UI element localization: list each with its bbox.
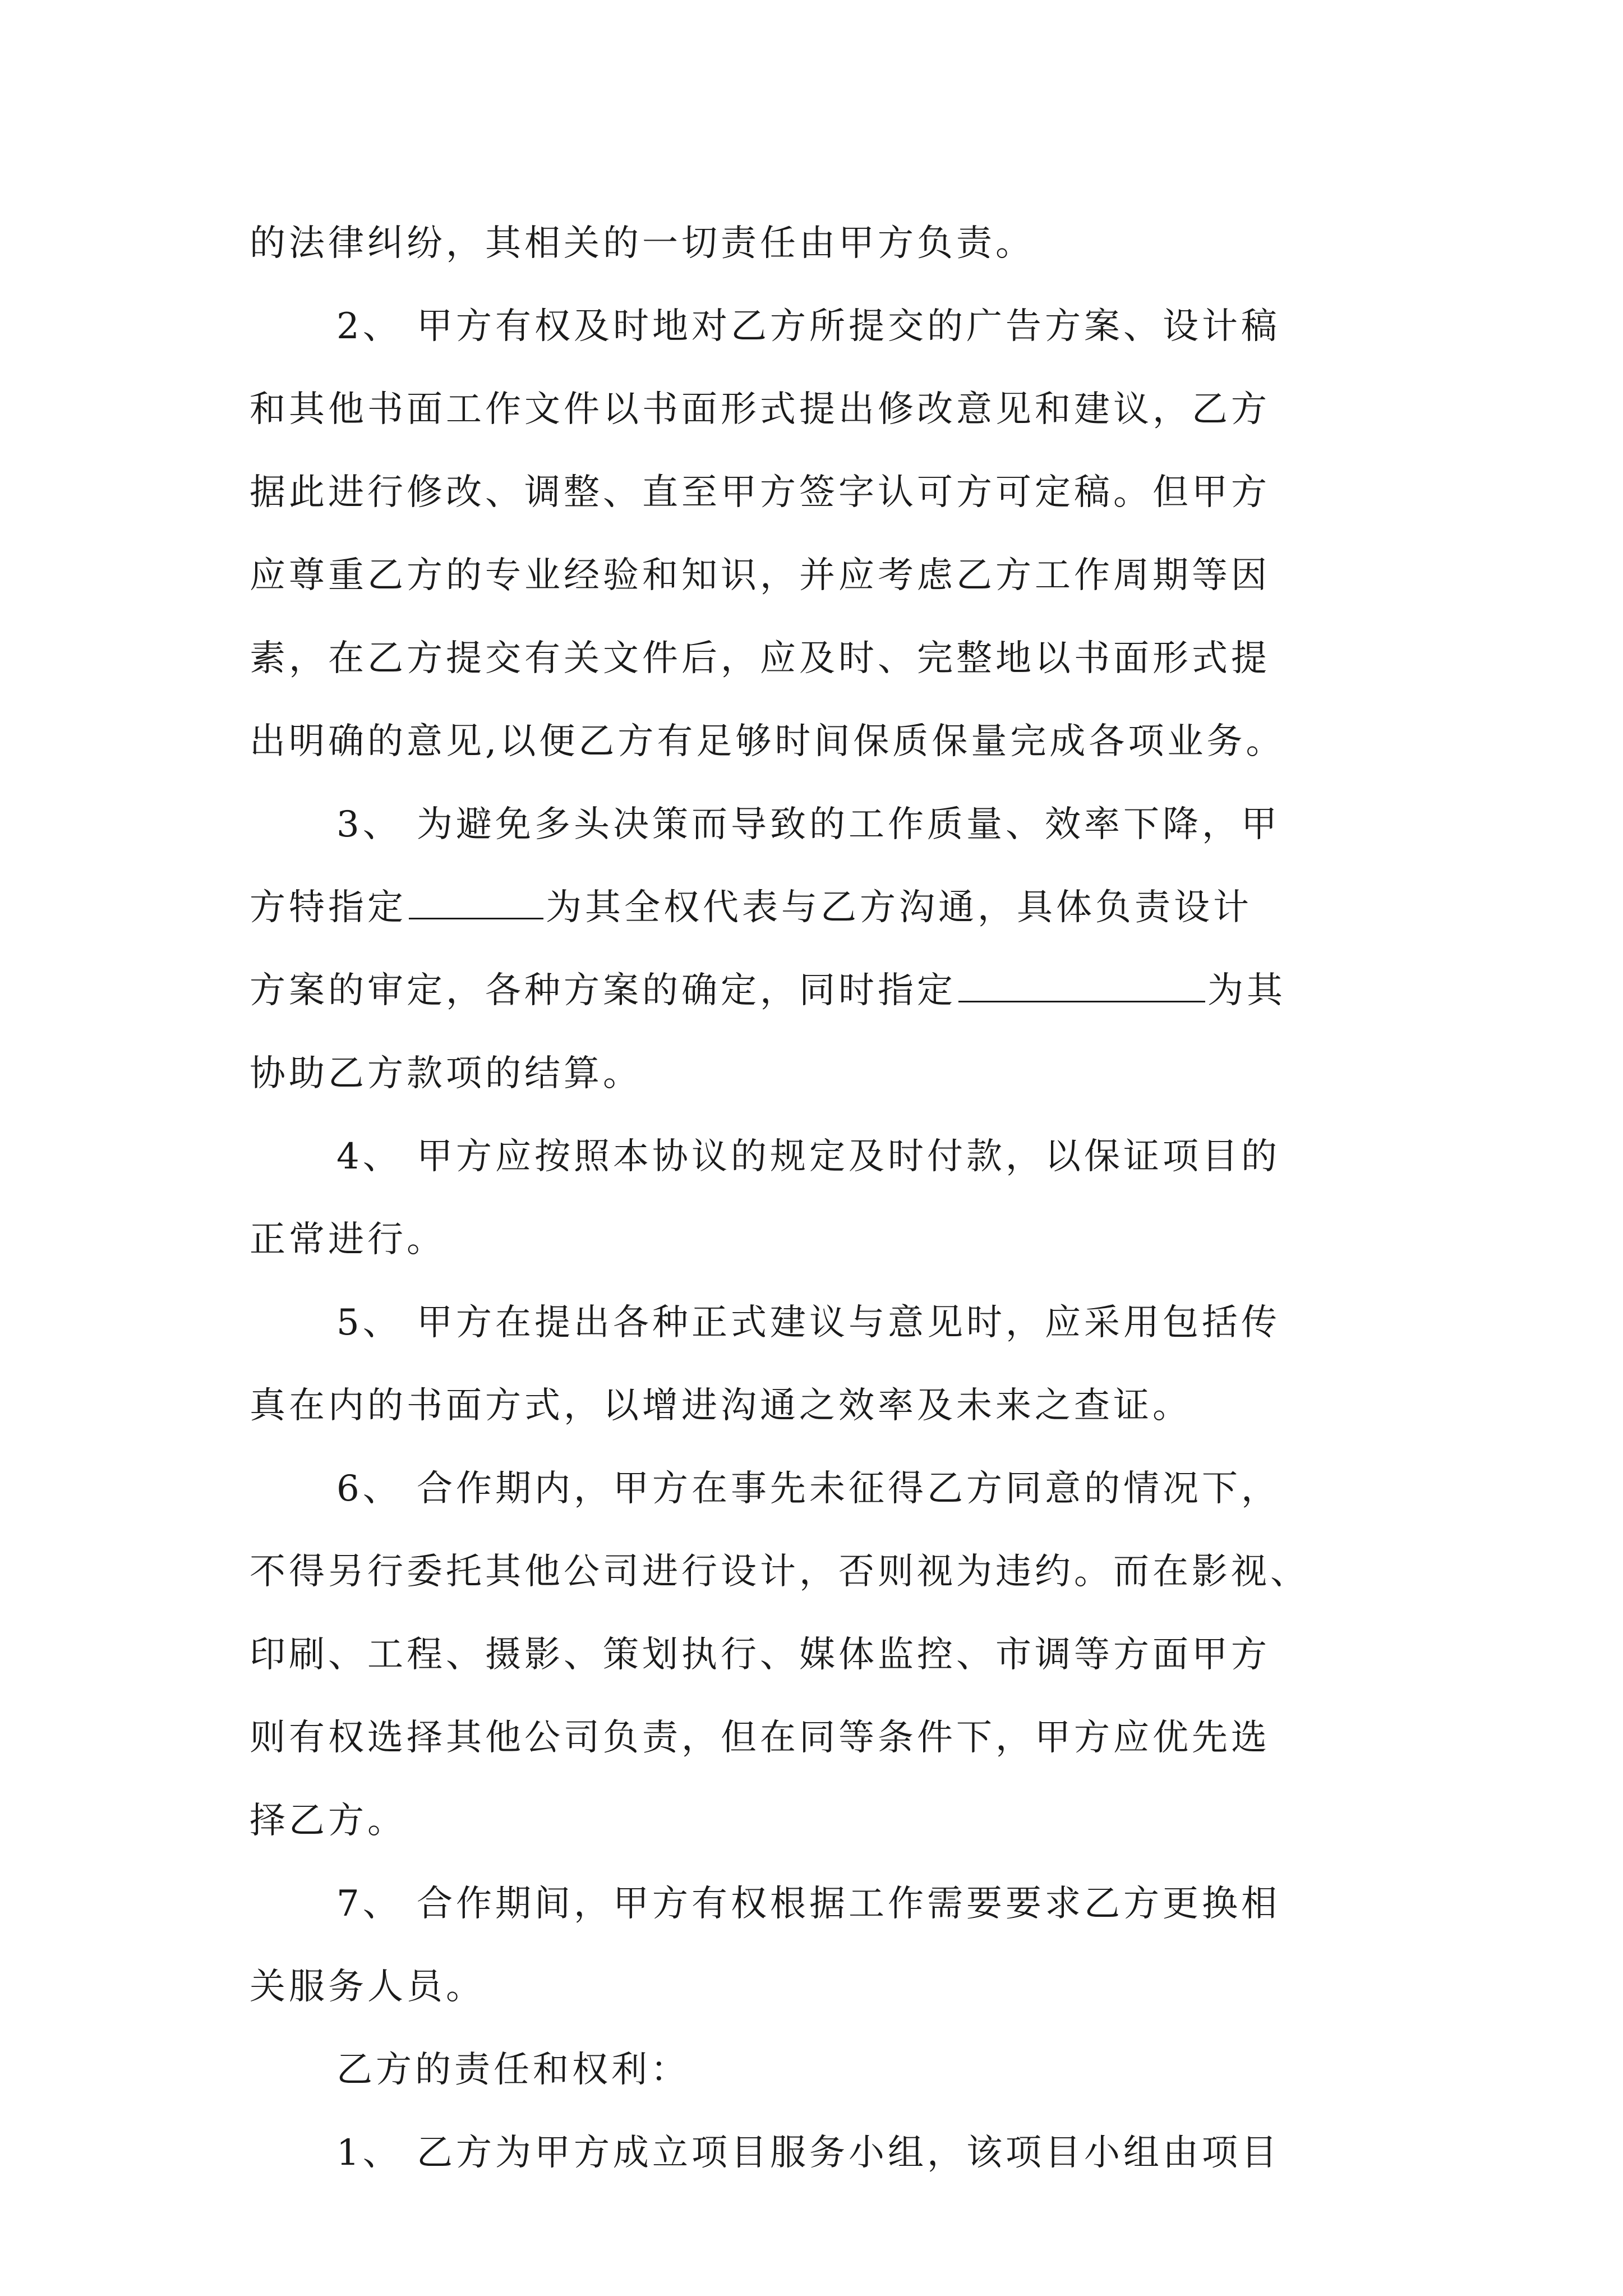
text-segment: 为其全权代表与乙方沟通，具体负责设计 <box>546 887 1252 928</box>
paragraph-7 <box>250 1862 1388 2028</box>
text-line: 真在内的书面方式，以增进沟通之效率及未来之查证。 <box>250 1385 1192 1427</box>
fill-in-blank[interactable] <box>409 889 543 919</box>
text-line: 7、 合作期间，甲方有权根据工作需要要求乙方更换相 <box>336 1883 1281 1925</box>
text-segment: 方案的审定，各种方案的确定，同时指定 <box>250 970 956 1011</box>
text-line: 和其他书面工作文件以书面形式提出修改意见和建议，乙方 <box>250 389 1270 430</box>
text-line: 4、 甲方应按照本协议的规定及时付款，以保证项目的 <box>336 1136 1281 1177</box>
text-line: 正常进行。 <box>250 1219 446 1260</box>
paragraph-4 <box>250 1115 1388 1281</box>
text-line: 择乙方。 <box>250 1800 407 1842</box>
document-body <box>250 202 1388 2194</box>
paragraph-6 <box>250 1447 1388 1862</box>
text-line <box>250 866 1388 949</box>
paragraph-3 <box>250 783 1388 1115</box>
text-line: 3、 为避免多头决策而导致的工作质量、效率下降，甲 <box>336 804 1281 845</box>
text-line: 6、 合作期内，甲方在事先未征得乙方同意的情况下， <box>336 1468 1281 1510</box>
section-heading: 乙方的责任和权利： <box>336 2049 690 2091</box>
paragraph-b1 <box>250 2111 1388 2194</box>
text-line: 印刷、工程、摄影、策划执行、媒体监控、市调等方面甲方 <box>250 1634 1270 1676</box>
text-line: 的法律纠纷，其相关的一切责任由甲方负责。 <box>250 223 1035 264</box>
text-line: 协助乙方款项的结算。 <box>250 1053 642 1094</box>
text-line <box>250 949 1388 1032</box>
text-line: 则有权选择其他公司负责，但在同等条件下，甲方应优先选 <box>250 1717 1270 1759</box>
text-segment: 方特指定 <box>250 887 407 928</box>
text-segment: 为其 <box>1207 970 1286 1011</box>
text-line: 不得另行委托其他公司进行设计，否则视为违约。而在影视、 <box>250 1551 1310 1593</box>
text-line: 5、 甲方在提出各种正式建议与意见时，应采用包括传 <box>336 1302 1281 1343</box>
text-line: 素，在乙方提交有关文件后，应及时、完整地以书面形式提 <box>250 638 1270 679</box>
text-line: 出明确的意见,以便乙方有足够时间保质保量完成各项业务。 <box>250 721 1285 762</box>
fill-in-blank[interactable] <box>958 972 1205 1002</box>
text-line: 1、 乙方为甲方成立项目服务小组，该项目小组由项目 <box>336 2132 1281 2174</box>
text-line: 据此进行修改、调整、直至甲方签字认可方可定稿。但甲方 <box>250 472 1270 513</box>
text-line: 关服务人员。 <box>250 1966 485 2008</box>
text-line: 应尊重乙方的专业经验和知识，并应考虑乙方工作周期等因 <box>250 555 1270 596</box>
paragraph-5 <box>250 1281 1388 1447</box>
paragraph-2 <box>250 285 1388 783</box>
text-line: 2、 甲方有权及时地对乙方所提交的广告方案、设计稿 <box>336 306 1281 347</box>
